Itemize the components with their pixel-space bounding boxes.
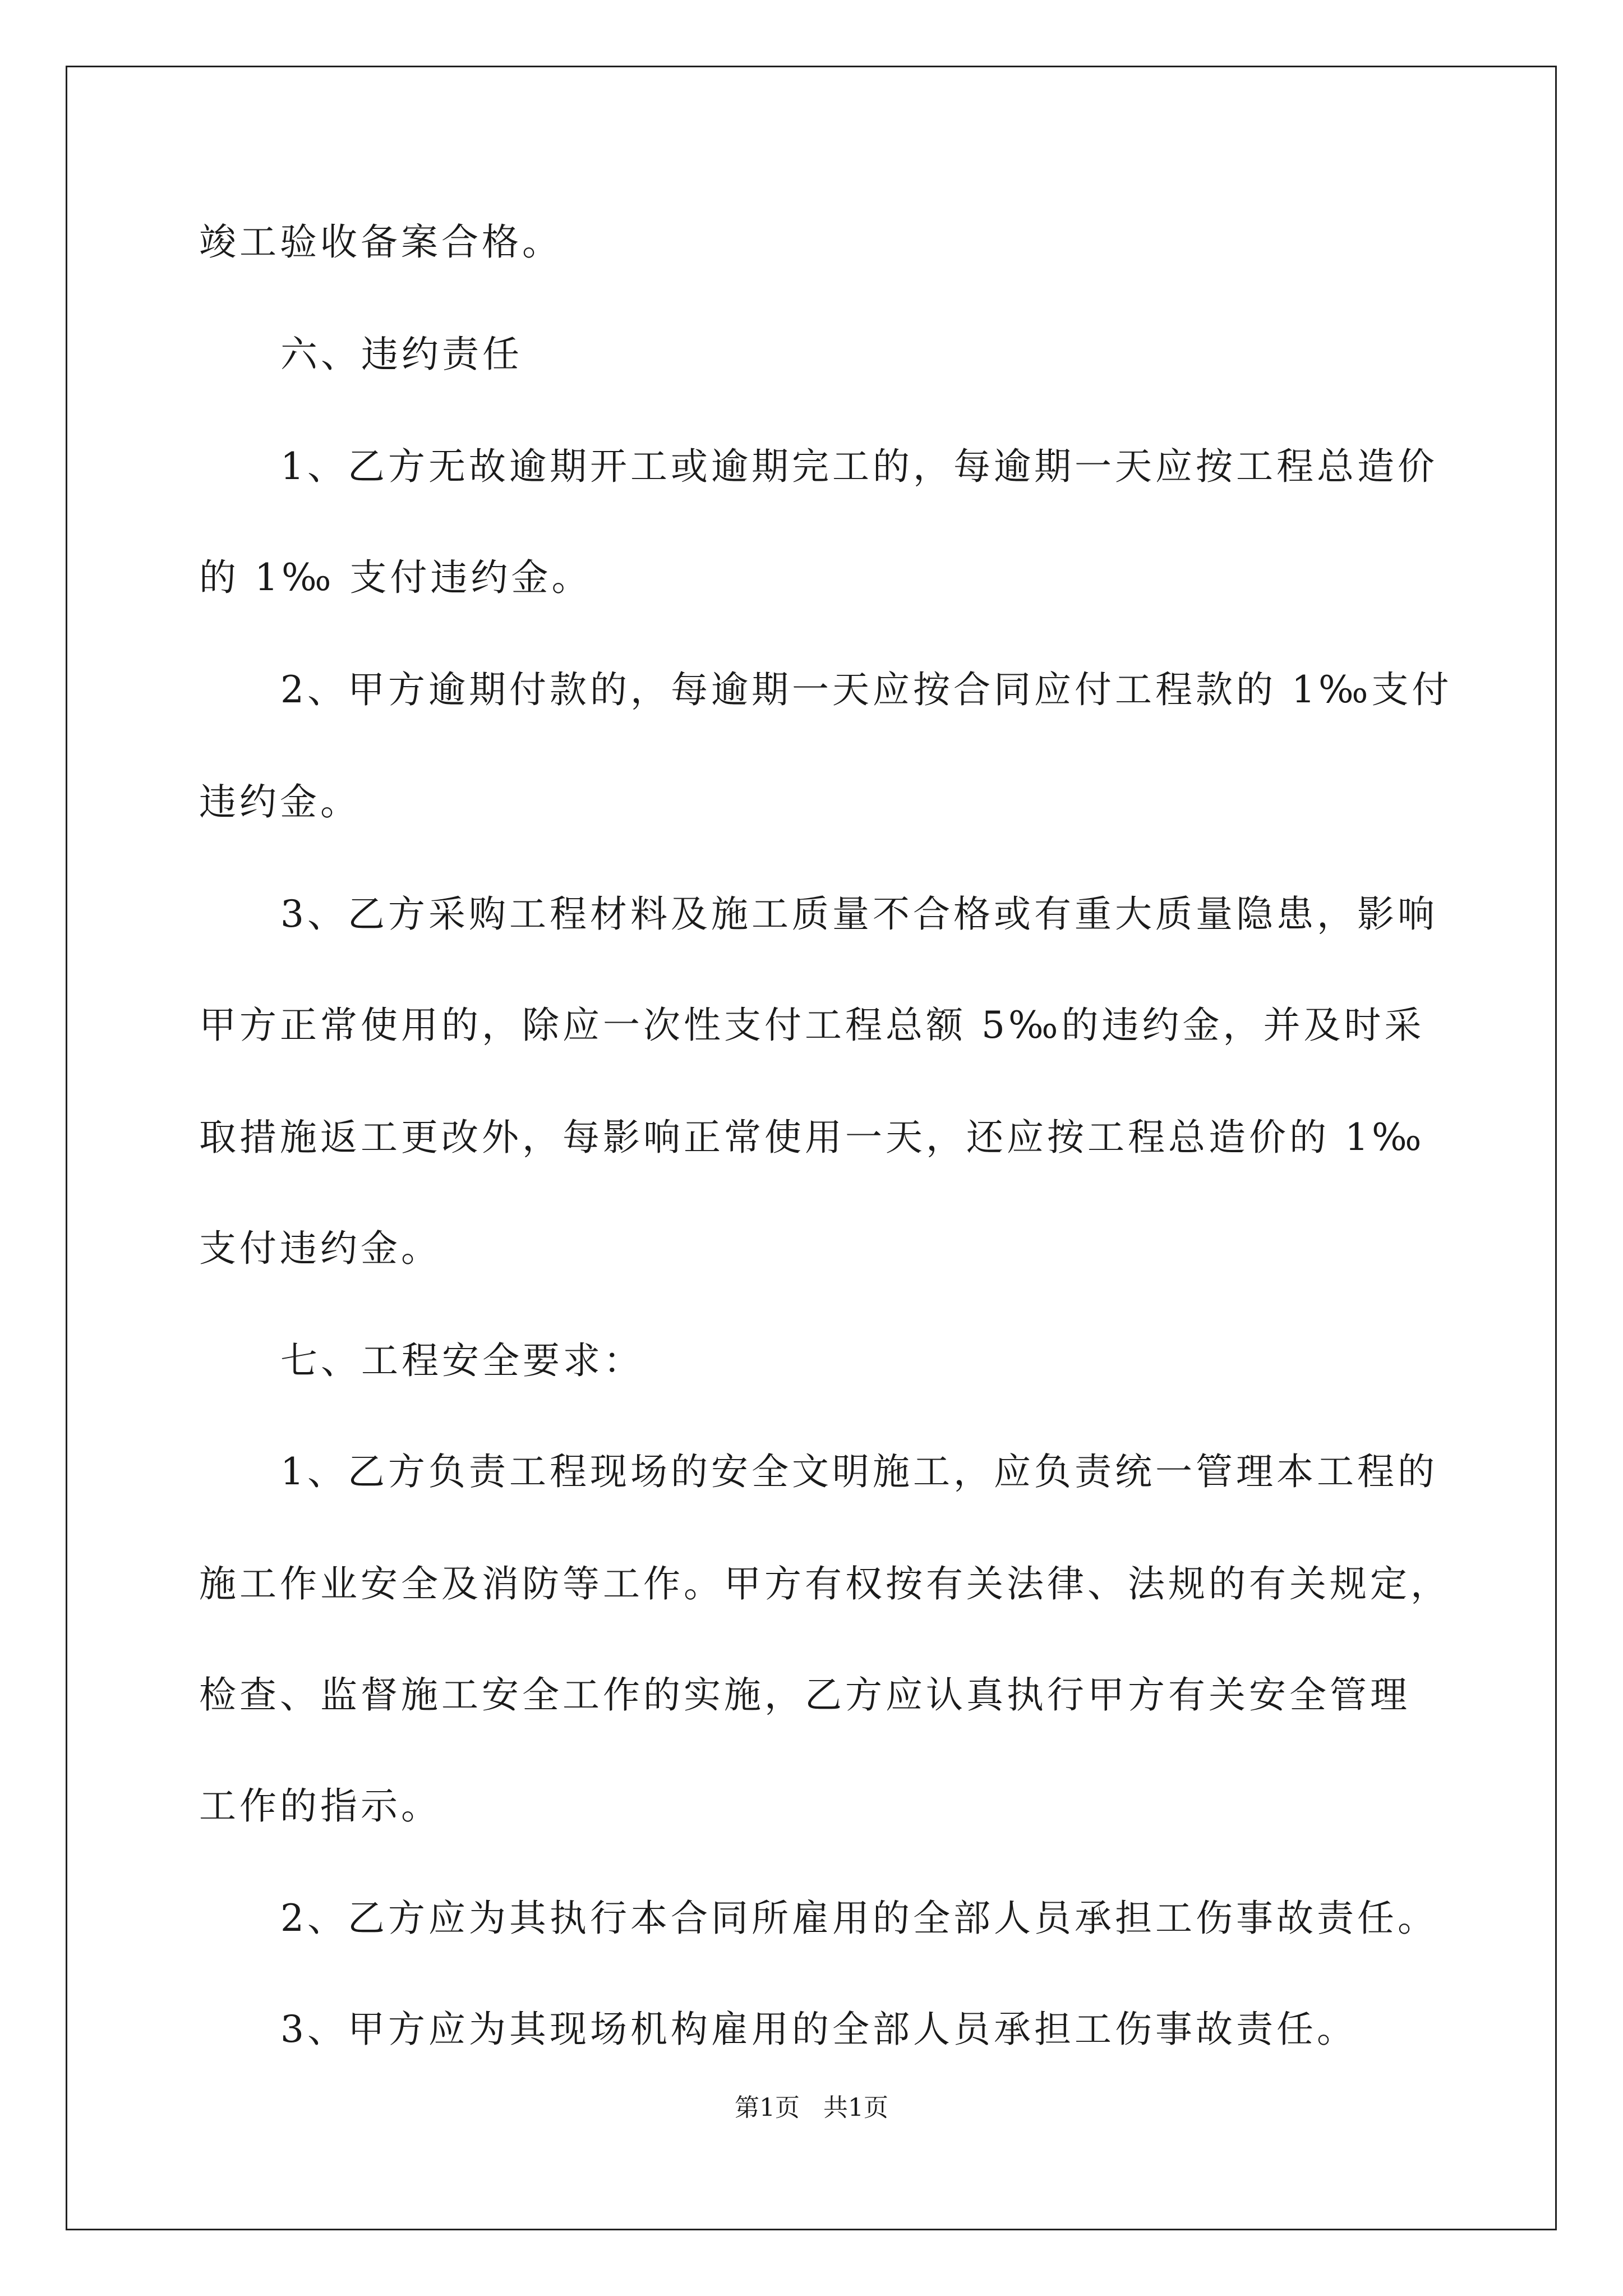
text-line-9: 取措施返工更改外，每影响正常使用一天，还应按工程总造价的 1‰: [199, 1116, 1425, 1159]
text-line-3: 1、乙方无故逾期开工或逾期完工的，每逾期一天应按工程总造价: [280, 445, 1438, 488]
text-line-12: 1、乙方负责工程现场的安全文明施工，应负责统一管理本工程的: [280, 1450, 1438, 1493]
text-line-7: 3、乙方采购工程材料及施工质量不合格或有重大质量隐患，影响: [280, 892, 1438, 936]
text-line-10: 支付违约金。: [199, 1227, 441, 1270]
text-line-8: 甲方正常使用的，除应一次性支付工程总额 5‰的违约金，并及时采: [199, 1004, 1425, 1047]
text-line-6: 违约金。: [199, 780, 361, 823]
text-line-4: 的 1‰ 支付违约金。: [199, 556, 592, 599]
section-heading-safety: 七、工程安全要求：: [280, 1339, 644, 1382]
page-number-footer: 第1页 共1页: [735, 2093, 888, 2122]
text-line-5: 2、甲方逾期付款的，每逾期一天应按合同应付工程款的 1‰支付: [280, 668, 1453, 711]
text-line-14: 检查、监督施工安全工作的实施，乙方应认真执行甲方有关安全管理: [199, 1673, 1410, 1717]
text-line-15: 工作的指示。: [199, 1784, 441, 1828]
section-heading-breach: 六、违约责任: [280, 333, 523, 376]
text-line-16: 2、乙方应为其执行本合同所雇用的全部人员承担工伤事故责任。: [280, 1897, 1438, 1940]
text-line-13: 施工作业安全及消防等工作。甲方有权按有关法律、法规的有关规定，: [199, 1562, 1451, 1605]
text-line-1: 竣工验收备案合格。: [199, 220, 562, 264]
text-line-17: 3、甲方应为其现场机构雇用的全部人员承担工伤事故责任。: [280, 2008, 1357, 2051]
